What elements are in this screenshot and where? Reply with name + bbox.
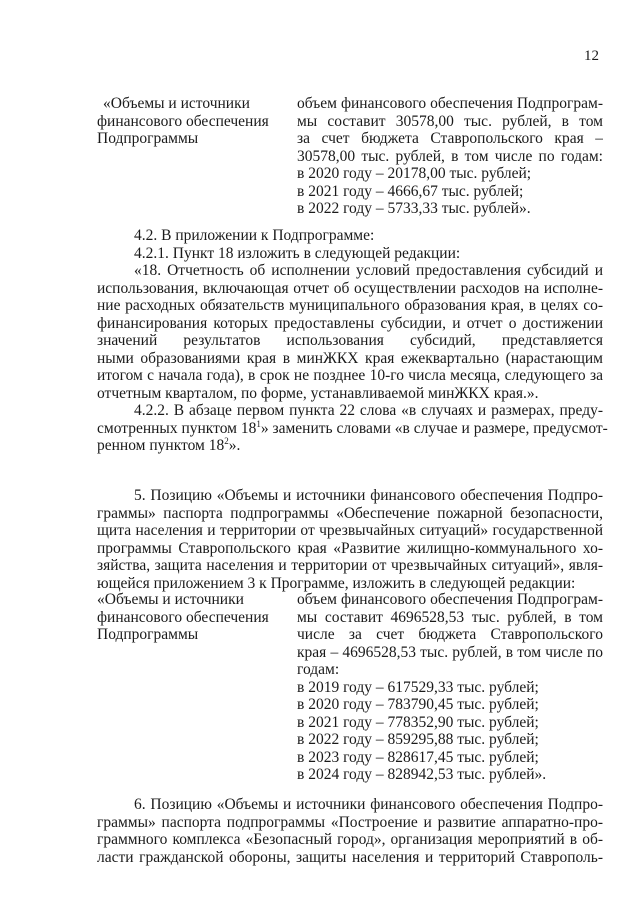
table-left-column-1 (97, 95, 287, 148)
paragraph-line (97, 418, 608, 438)
table-right-line: в 2019 году – 617529,33 тыс. рублей; (297, 678, 539, 696)
table-right-line: объем финансового обеспечения Подпрограм- (297, 591, 603, 608)
table-right-line: числе за счет бюджета Ставропольского (297, 626, 603, 643)
table-left-line: Подпрограммы (97, 130, 199, 147)
section-6 (97, 796, 603, 866)
paragraph-line: зяйства, защита населения и территории от чрезвычайных ситуаций», явля- (97, 557, 603, 574)
table-right-line: в 2021 году – 4666,67 тыс. рублей; (297, 182, 524, 200)
section-5 (97, 487, 603, 592)
table-right-line: в 2021 году – 778352,90 тыс. рублей; (297, 713, 539, 731)
table-right-line: в 2020 году – 783790,45 тыс. рублей; (297, 696, 539, 713)
paragraph-line: 4.2.1. Пункт 18 изложить в следующей редакции: (134, 244, 461, 262)
table-right-line: объем финансового обеспечения Подпрограм- (297, 95, 603, 112)
table-left-line: финансового обеспечения (97, 112, 269, 130)
section-4-2 (97, 227, 608, 455)
quote-line: итогом с начала года), в срок не позднее 10-го числа месяца, следующего за (97, 367, 603, 384)
table-right-line: мы составит 30578,00 тыс. рублей, в том (297, 112, 603, 130)
paragraph-line: 5. Позицию «Объемы и источники финансового обеспечения Подпро- (134, 487, 603, 504)
table-left-line: Подпрограммы (97, 626, 199, 643)
quote-line: «18. Отчетность об исполнении условий предоставления субсидий и (134, 262, 603, 279)
paragraph-line: 6. Позицию «Объемы и источники финансового обеспечения Подпро- (134, 796, 603, 813)
table-right-line: в 2024 году – 828942,53 тыс. рублей». (297, 766, 547, 783)
table-right-line: края – 4696528,53 тыс. рублей, в том числе по (297, 643, 603, 661)
paragraph-line: граммного комплекса «Безопасный город», организация мероприятий в об- (97, 831, 603, 848)
paragraph-line: ющейся приложением 3 к Программе, изложить в следующей редакции: (97, 574, 576, 592)
table-left-line: финансового обеспечения (97, 608, 269, 626)
table-right-line: в 2020 году – 20178,00 тыс. рублей; (297, 165, 532, 182)
paragraph-text: смотренных пунктом $18^1$» заменить словами «в случае и размере, предусмот- (97, 418, 608, 437)
quote-line: использования, включающая отчет об осуществлении расходов на исполне- (97, 279, 603, 297)
table-left-column-2 (97, 591, 287, 644)
table-right-column-2 (297, 591, 603, 784)
quote-line: ными образованиями края в минЖКХ края ежеквартально (нарастающим (97, 349, 603, 367)
paragraph-line: ренном пунктом $18^2$». (97, 436, 241, 454)
quote-line: ние расходных обязательств муниципального образования края, в целях со- (97, 297, 603, 314)
paragraph-line: программы Ставропольского края «Развитие жилищно-коммунального хо- (97, 539, 603, 557)
table-right-line: за счет бюджета Ставропольского края – (297, 130, 603, 147)
table-left-line: «Объемы и источники (103, 95, 250, 112)
superscript: 2 (224, 436, 229, 446)
paragraph-line: граммы» паспорта подпрограммы «Построение и развитие аппаратно-про- (97, 813, 603, 831)
table-right-line: годам: (297, 661, 340, 678)
table-right-line: в 2022 году – 859295,88 тыс. рублей; (297, 731, 539, 748)
paragraph-line: граммы» паспорта подпрограммы «Обеспечение пожарной безопасности, (97, 504, 603, 522)
superscript: 1 (256, 418, 261, 429)
table-right-line: в 2022 году – 5733,33 тыс. рублей». (297, 200, 531, 217)
quote-line: финансирования которых предоставлены субсидии, и отчет о достижении (97, 314, 603, 332)
paragraph-line: ласти гражданской обороны, защиты населения и территорий Ставрополь- (97, 848, 603, 866)
table-right-line: мы составит 4696528,53 тыс. рублей, в том (297, 608, 603, 626)
table-right-line: 30578,00 тыс. рублей, в том числе по годам: (297, 147, 603, 165)
table-left-line: «Объемы и источники (97, 591, 244, 608)
paragraph-line: 4.2.2. В абзаце первом пункта 22 слова «в случаях и размерах, преду- (134, 402, 603, 419)
quote-line: значений результатов использования субсидий, представляется (97, 332, 603, 349)
table-right-column-1 (297, 95, 603, 218)
paragraph-line: 4.2. В приложении к Подпрограмме: (134, 227, 375, 244)
table-right-line: в 2023 году – 828617,45 тыс. рублей; (297, 748, 539, 766)
page-number: 12 (584, 48, 599, 64)
paragraph-line: щита населения и территории от чрезвычайных ситуаций» государственной (97, 522, 603, 539)
quote-line: отчетным кварталом, по форме, устанавливаемой минЖКХ края.». (97, 384, 539, 402)
